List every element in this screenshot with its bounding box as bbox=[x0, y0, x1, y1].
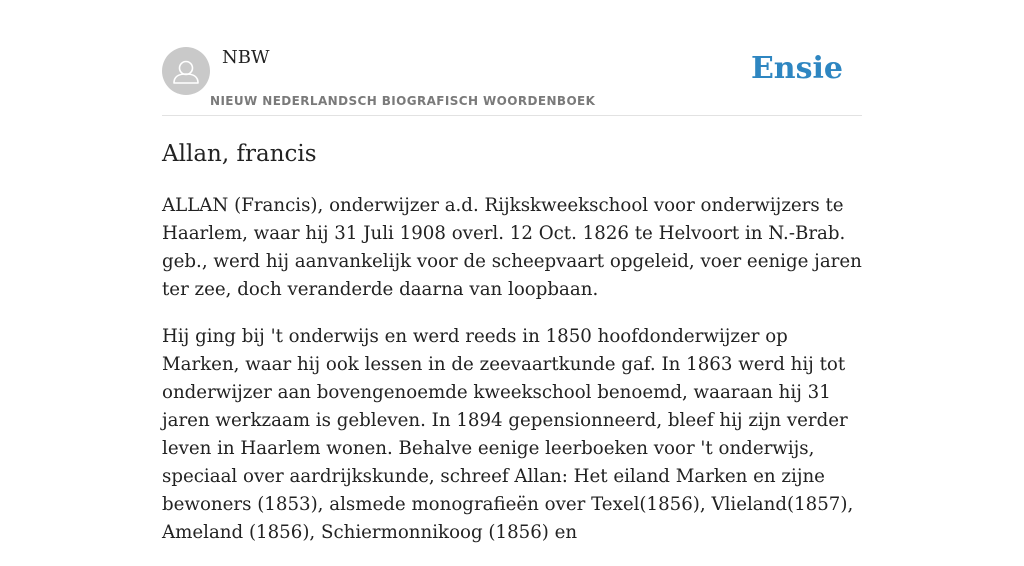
article-paragraph: Hij ging bij 't onderwijs en werd reeds in 1850 hoofdonderwijzer op Marken, waar hij ook lessen in de zeevaartkunde gaf. In 1863 werd hij tot onderwijzer aan bovengenoemde kweekschool benoemd, waaraan hij 31 jaren werkzaam is gebleven. In 1894 gepensionneerd, bleef hij zijn verder leven in Haarlem wonen. Behalve eenige leerboeken voor 't onderwijs, speciaal over aardrijkskunde, schreef Allan: Het eiland Marken en zijne bewoners (1853), alsmede monografieën over Texel(1856), Vlieland(1857), Ameland (1856), Schiermonnikoog (1856) en bbox=[162, 326, 854, 543]
source-header bbox=[162, 0, 862, 116]
source-avatar[interactable] bbox=[162, 47, 210, 95]
article-title: Allan, francis bbox=[162, 141, 317, 167]
source-full-name[interactable]: NIEUW NEDERLANDSCH BIOGRAFISCH WOORDENBOEK bbox=[210, 94, 596, 108]
content-column bbox=[162, 0, 862, 543]
ensie-logo-link[interactable]: Ensie bbox=[750, 51, 843, 86]
article-body bbox=[162, 192, 862, 566]
source-name[interactable]: NBW bbox=[222, 47, 270, 68]
user-silhouette-icon bbox=[162, 47, 210, 95]
article-paragraph: ALLAN (Francis), onderwijzer a.d. Rijkskweekschool voor onderwijzers te Haarlem, waar hij 31 Juli 1908 overl. 12 Oct. 1826 te Helvoort in N.-Brab. geb., werd hij aanvankelijk voor de scheepvaart opgeleid, voer eenige jaren ter zee, doch veranderde daarna van loopbaan. bbox=[162, 195, 862, 300]
